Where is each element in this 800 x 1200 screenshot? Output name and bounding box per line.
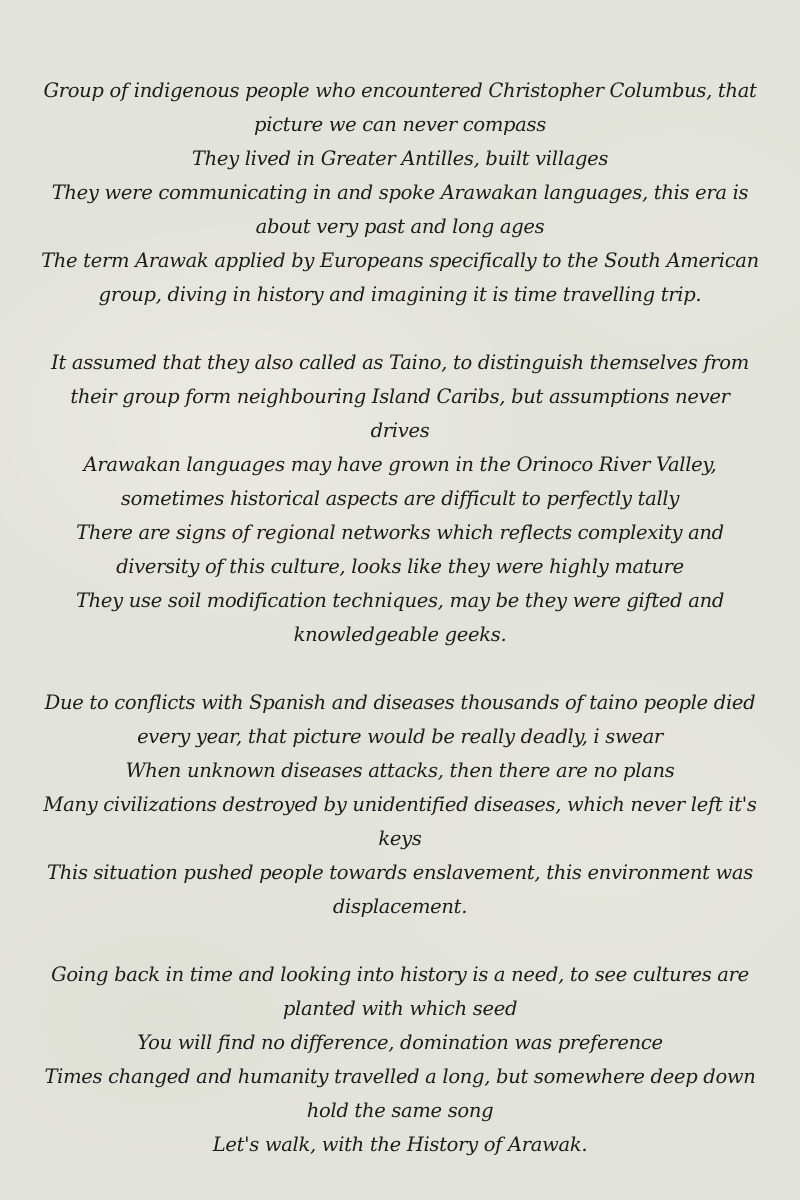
poem-line: Times changed and humanity travelled a long, but somewhere deep down hold the same song	[44, 1065, 756, 1122]
poem-line: There are signs of regional networks which reflects complexity and diversity of this culture, looks like they were highly mature	[76, 521, 724, 578]
stanza-3	[40, 686, 760, 924]
poem-text	[40, 74, 760, 1162]
stanza-1	[40, 74, 760, 312]
poem-line: Arawakan languages may have grown in the Orinoco River Valley, sometimes historical aspects are difficult to perfectly tally	[83, 453, 717, 510]
poem-line: When unknown diseases attacks, then there are no plans	[125, 759, 675, 782]
poem-line: Group of indigenous people who encountered Christopher Columbus, that picture we can never compass	[43, 79, 757, 136]
stanza-4	[40, 958, 760, 1162]
poem-line: They were communicating in and spoke Arawakan languages, this era is about very past and long ages	[51, 181, 749, 238]
poem-line: You will find no difference, domination was preference	[137, 1031, 663, 1054]
stanza-2	[40, 346, 760, 652]
poem-line: Let's walk, with the History of Arawak.	[212, 1133, 588, 1156]
poem-line: They use soil modification techniques, may be they were gifted and knowledgeable geeks.	[75, 589, 725, 646]
poem-line: They lived in Greater Antilles, built villages	[191, 147, 609, 170]
poem-line: The term Arawak applied by Europeans specifically to the South American group, diving in history and imagining it is time travelling trip.	[41, 249, 759, 306]
poem-line: Many civilizations destroyed by unidentified diseases, which never left it's keys	[43, 793, 757, 850]
poem-line: Going back in time and looking into history is a need, to see cultures are planted with which seed	[51, 963, 749, 1020]
poem-line: It assumed that they also called as Taino, to distinguish themselves from their group form neighbouring Island Caribs, but assumptions never drives	[51, 351, 749, 442]
poem-line: This situation pushed people towards enslavement, this environment was displacement.	[47, 861, 753, 918]
poem-line: Due to conflicts with Spanish and diseases thousands of taino people died every year, that picture would be really deadly, i swear	[44, 691, 756, 748]
